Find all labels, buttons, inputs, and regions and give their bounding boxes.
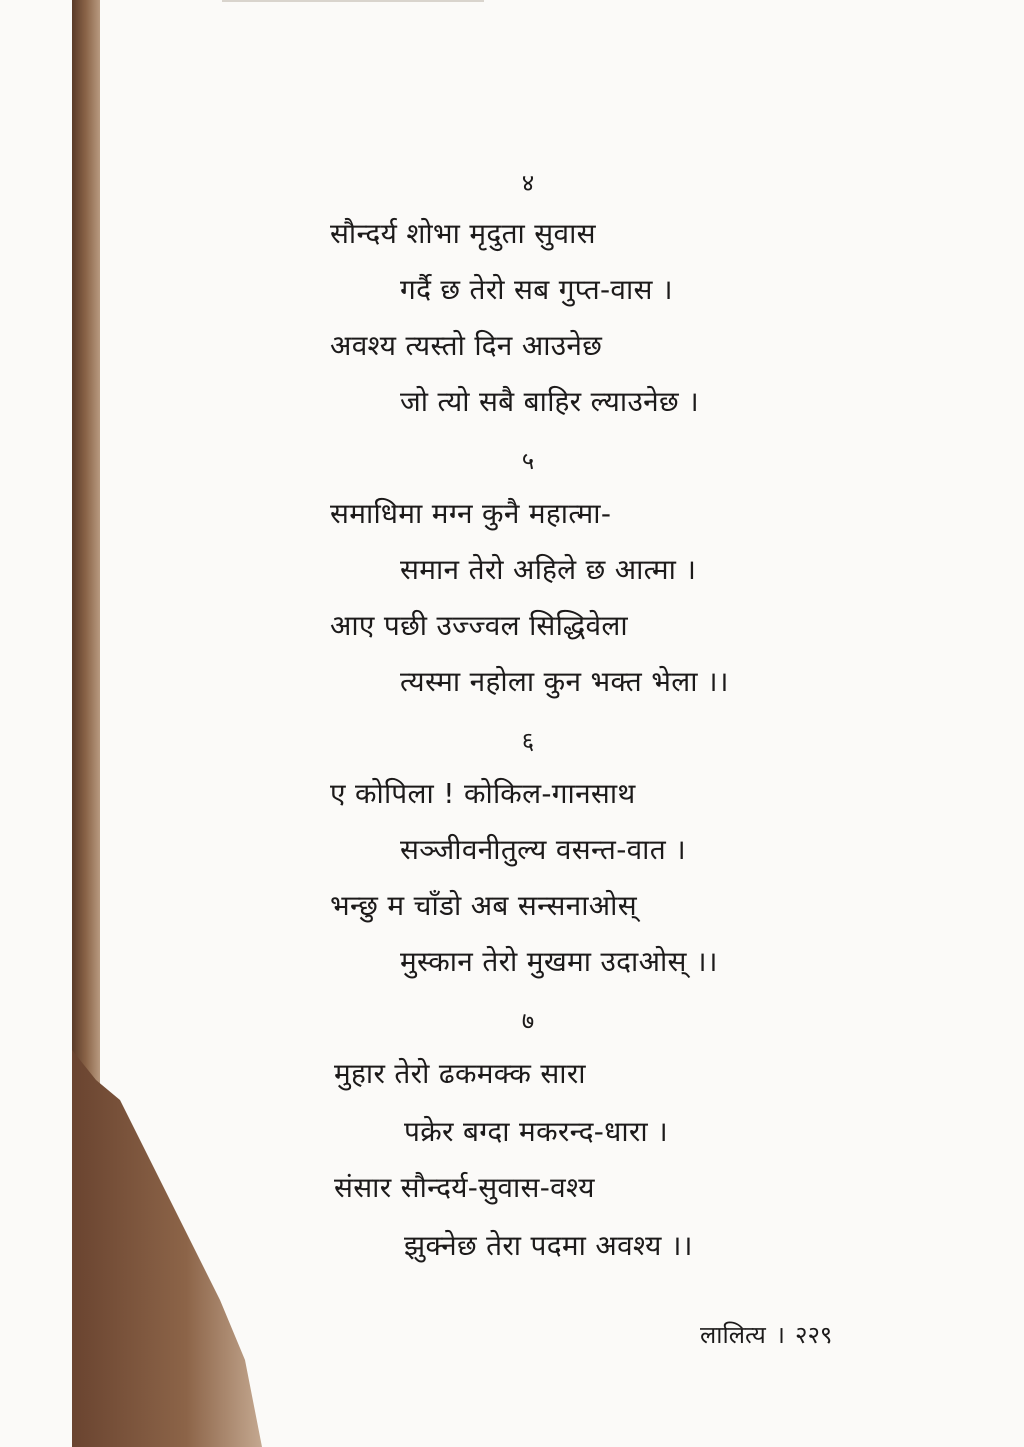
verse-line: ए कोपिला ! कोकिल-गानसाथ (330, 777, 636, 810)
verse-line: संसार सौन्दर्य-सुवास-वश्य (334, 1171, 595, 1204)
book-page: ४ सौन्दर्य शोभा मृदुता सुवास गर्दै छ तेरो सब गुप्त-वास । अवश्य त्यस्तो दिन आउनेछ जो त्यो सबै बाहिर ल्याउनेछ । ५ समाधिमा मग्न कुनै महात्मा- समान तेरो अहिले छ आत्मा । आए पछी उज्ज्वल सिद्धिवेला त्यस्मा नहोला कुन भक्त भेला ।। ६ ए कोपिला ! कोकिल-गानसाथ सञ्जीवनीतुल्य वसन्त-वात । भन्छु म चाँडो अब सन्सनाओस् मुस्कान तेरो मुखमा उदाओस् ।। ७ मुहार तेरो ढकमक्क सारा पक्रेर बग्दा मकरन्द-धारा । संसार सौन्दर्य-सुवास-वश्य झुक्नेछ तेरा पदमा अवश्य ।। लालित्य । २२९ (330, 169, 833, 1349)
verse-line: पक्रेर बग्दा मकरन्द-धारा । (404, 1115, 669, 1148)
verse-line: सौन्दर्य शोभा मृदुता सुवास (330, 217, 596, 250)
verse-line: झुक्नेछ तेरा पदमा अवश्य ।। (404, 1229, 693, 1262)
footer-separator: । (775, 1321, 785, 1349)
verse-line: मुहार तेरो ढकमक्क सारा (334, 1057, 586, 1090)
verse-line: अवश्य त्यस्तो दिन आउनेछ (330, 329, 603, 362)
verse-line: आए पछी उज्ज्वल सिद्धिवेला (330, 609, 628, 642)
page-number: २२९ (794, 1321, 833, 1349)
page-footer (700, 1318, 832, 1351)
verse-line: मुस्कान तेरो मुखमा उदाओस् ।। (400, 945, 718, 978)
verse-line: त्यस्मा नहोला कुन भक्त भेला ।। (400, 665, 729, 698)
verse-line: सञ्जीवनीतुल्य वसन्त-वात । (400, 833, 687, 866)
book-title: लालित्य (700, 1321, 766, 1349)
verse-line: भन्छु म चाँडो अब सन्सनाओस् (330, 889, 637, 922)
verse-line: समान तेरो अहिले छ आत्मा । (400, 553, 697, 586)
verse-line: जो त्यो सबै बाहिर ल्याउनेछ । (400, 385, 699, 418)
verse-line: गर्दै छ तेरो सब गुप्त-वास । (400, 273, 673, 306)
verse-line: समाधिमा मग्न कुनै महात्मा- (330, 497, 612, 530)
